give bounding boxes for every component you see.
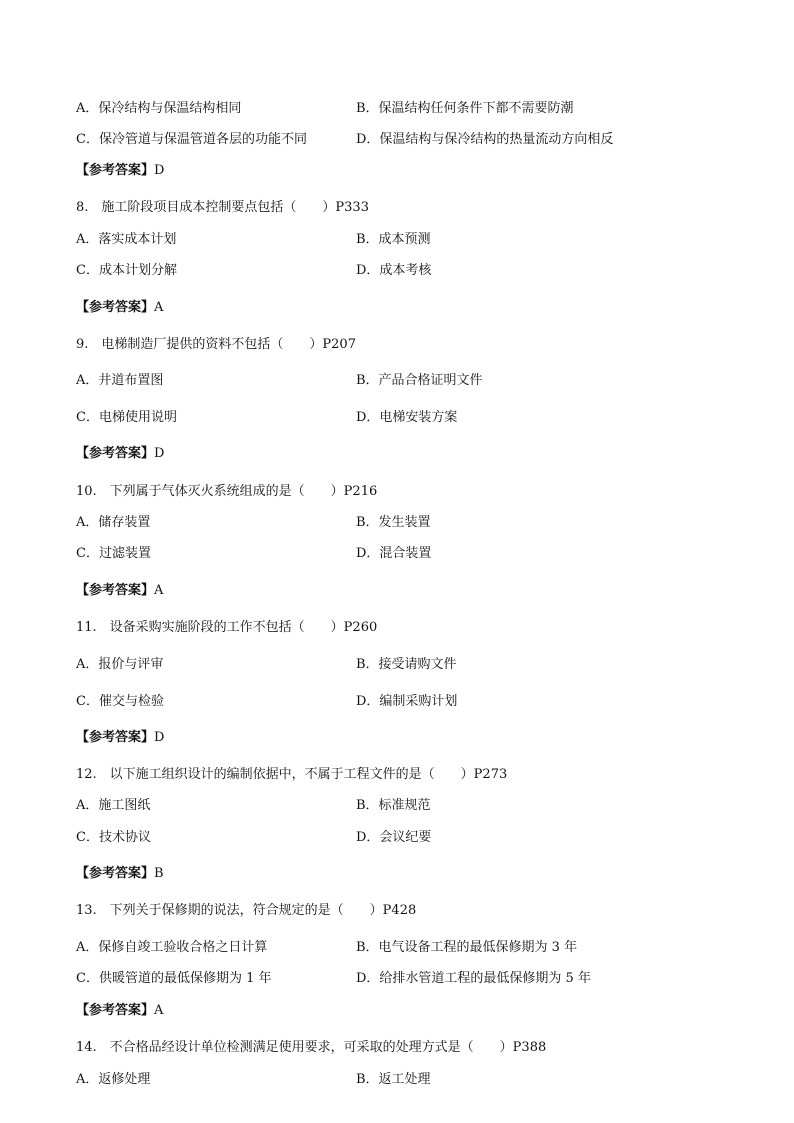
q12-option-d: D．会议纪要 [356, 830, 432, 845]
q8-option-a: A．落实成本计划 [76, 232, 177, 247]
q7-answer [76, 163, 164, 179]
q8-option-b: B．成本预测 [356, 232, 431, 247]
answer-label: 【参考答案】 [76, 1003, 155, 1018]
q14-option-a: A．返修处理 [76, 1072, 151, 1087]
answer-value: D [154, 446, 165, 461]
q7-option-a: A．保冷结构与保温结构相同 [76, 101, 242, 116]
q10-stem: 10. 下列属于气体灭火系统组成的是（ ）P216 [76, 484, 378, 499]
q13-answer [76, 1003, 163, 1019]
answer-label: 【参考答案】 [76, 730, 155, 745]
answer-label: 【参考答案】 [76, 300, 155, 315]
q8-option-c: C．成本计划分解 [76, 263, 177, 278]
q13-stem: 13. 下列关于保修期的说法，符合规定的是（ ）P428 [76, 903, 417, 918]
q12-answer [76, 866, 164, 882]
answer-value: D [154, 163, 165, 178]
answer-label: 【参考答案】 [76, 583, 155, 598]
q10-answer [76, 583, 163, 599]
answer-label: 【参考答案】 [76, 866, 155, 881]
q10-option-c: C．过滤装置 [76, 546, 151, 561]
q11-option-b: B．接受请购文件 [356, 657, 457, 672]
q14-option-b: B．返工处理 [356, 1072, 431, 1087]
q13-option-d: D．给排水管道工程的最低保修期为 5 年 [356, 971, 591, 986]
answer-value: A [154, 583, 164, 598]
q11-stem: 11. 设备采购实施阶段的工作不包括（ ）P260 [76, 620, 378, 635]
answer-value: A [154, 1003, 164, 1018]
q12-option-c: C．技术协议 [76, 830, 151, 845]
q9-answer [76, 446, 164, 462]
answer-label: 【参考答案】 [76, 446, 155, 461]
q7-option-b: B．保温结构任何条件下都不需要防潮 [356, 101, 574, 116]
answer-value: B [154, 866, 164, 881]
q8-option-d: D．成本考核 [356, 263, 432, 278]
q10-option-a: A．储存装置 [76, 515, 151, 530]
answer-value: A [154, 300, 164, 315]
q10-option-b: B．发生装置 [356, 515, 431, 530]
q12-stem: 12. 以下施工组织设计的编制依据中，不属于工程文件的是（ ）P273 [76, 767, 508, 782]
q12-option-a: A．施工图纸 [76, 798, 151, 813]
q9-option-c: C．电梯使用说明 [76, 410, 177, 425]
q9-option-a: A．井道布置图 [76, 373, 164, 388]
q14-stem: 14. 不合格品经设计单位检测满足使用要求，可采取的处理方式是（ ）P388 [76, 1040, 547, 1055]
q10-option-d: D．混合装置 [356, 546, 432, 561]
answer-value: D [154, 730, 165, 745]
q7-option-d: D．保温结构与保冷结构的热量流动方向相反 [356, 132, 614, 147]
q7-option-c: C．保冷管道与保温管道各层的功能不同 [76, 132, 307, 147]
q11-option-c: C．催交与检验 [76, 694, 164, 709]
answer-label: 【参考答案】 [76, 163, 155, 178]
q9-option-d: D．电梯安装方案 [356, 410, 458, 425]
q13-option-a: A．保修自竣工验收合格之日计算 [76, 940, 268, 955]
q9-stem: 9. 电梯制造厂提供的资料不包括（ ）P207 [76, 337, 356, 352]
q13-option-b: B．电气设备工程的最低保修期为 3 年 [356, 940, 578, 955]
q11-answer [76, 730, 164, 746]
q8-answer [76, 300, 163, 316]
q12-option-b: B．标准规范 [356, 798, 431, 813]
q11-option-a: A．报价与评审 [76, 657, 164, 672]
q11-option-d: D．编制采购计划 [356, 694, 458, 709]
q9-option-b: B．产品合格证明文件 [356, 373, 483, 388]
q13-option-c: C．供暖管道的最低保修期为 1 年 [76, 971, 272, 986]
q8-stem: 8. 施工阶段项目成本控制要点包括（ ）P333 [76, 200, 369, 215]
